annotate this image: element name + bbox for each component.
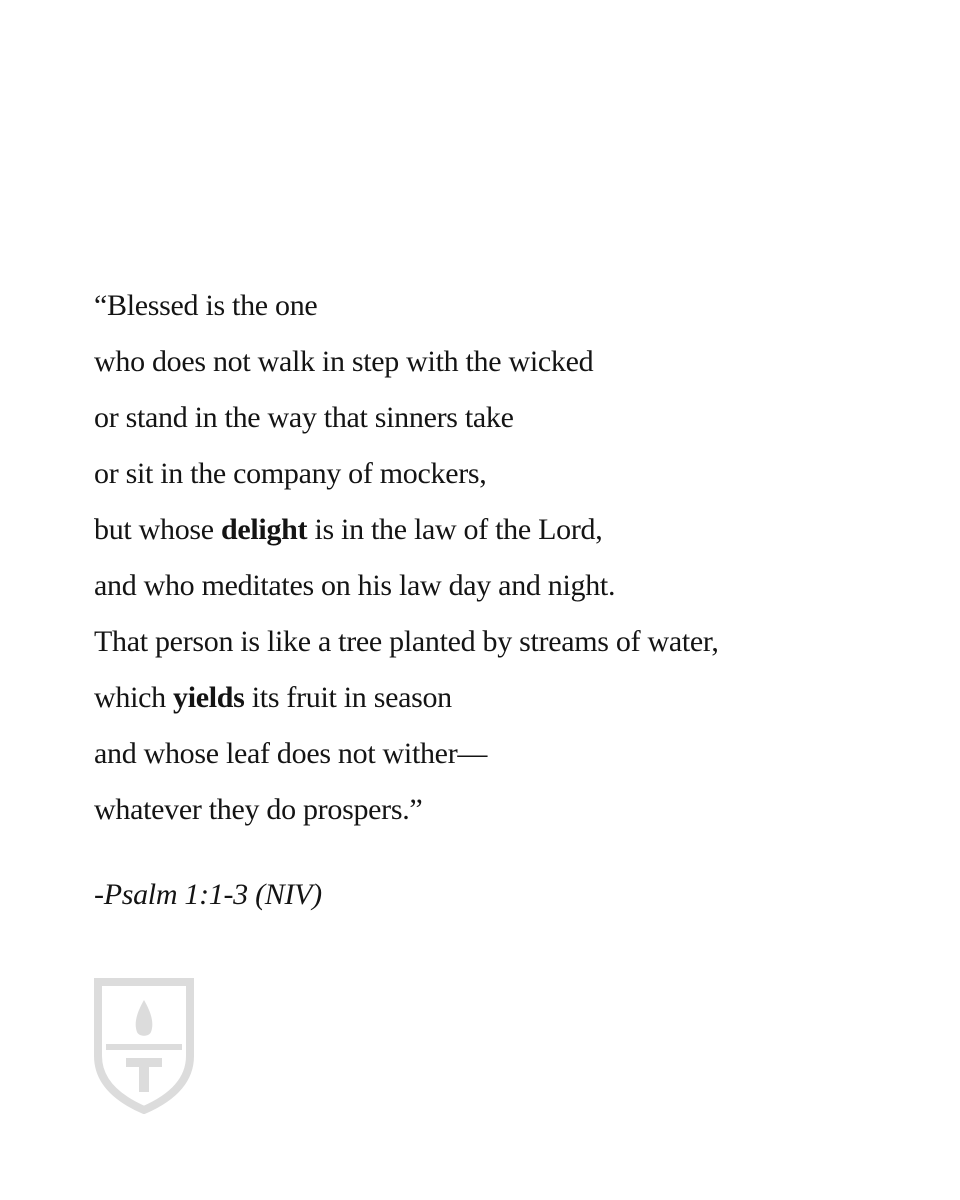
quote-line-2: who does not walk in step with the wicked [94, 345, 594, 378]
quote-line-4: or sit in the company of mockers, [94, 457, 487, 490]
quote-line-5-before: but whose [94, 513, 221, 546]
quote-line-8-after: its fruit in season [244, 681, 452, 714]
quote-line-7: That person is like a tree planted by streams of water, [94, 625, 719, 658]
emphasis-delight: delight [221, 513, 308, 546]
quote-line-8 [94, 670, 914, 726]
quote-line-10: whatever they do prospers.” [94, 793, 423, 826]
quote-line-6: and who meditates on his law day and night. [94, 569, 616, 602]
quote-line-9: and whose leaf does not wither— [94, 737, 488, 770]
quote-line-5-after: is in the law of the Lord, [307, 513, 603, 546]
shield-flame-t-icon [92, 978, 196, 1114]
flame-shape [136, 1000, 153, 1036]
quote-line-5 [94, 502, 914, 558]
t-stem [139, 1058, 149, 1092]
quote-line-3: or stand in the way that sinners take [94, 401, 514, 434]
quote-line-1: “Blessed is the one [94, 289, 318, 322]
emphasis-yields: yields [173, 681, 245, 714]
citation: -Psalm 1:1-3 (NIV) [94, 878, 322, 911]
quote-line-8-before: which [94, 681, 174, 714]
divider-bar [106, 1044, 182, 1050]
scripture-quote [94, 278, 914, 838]
